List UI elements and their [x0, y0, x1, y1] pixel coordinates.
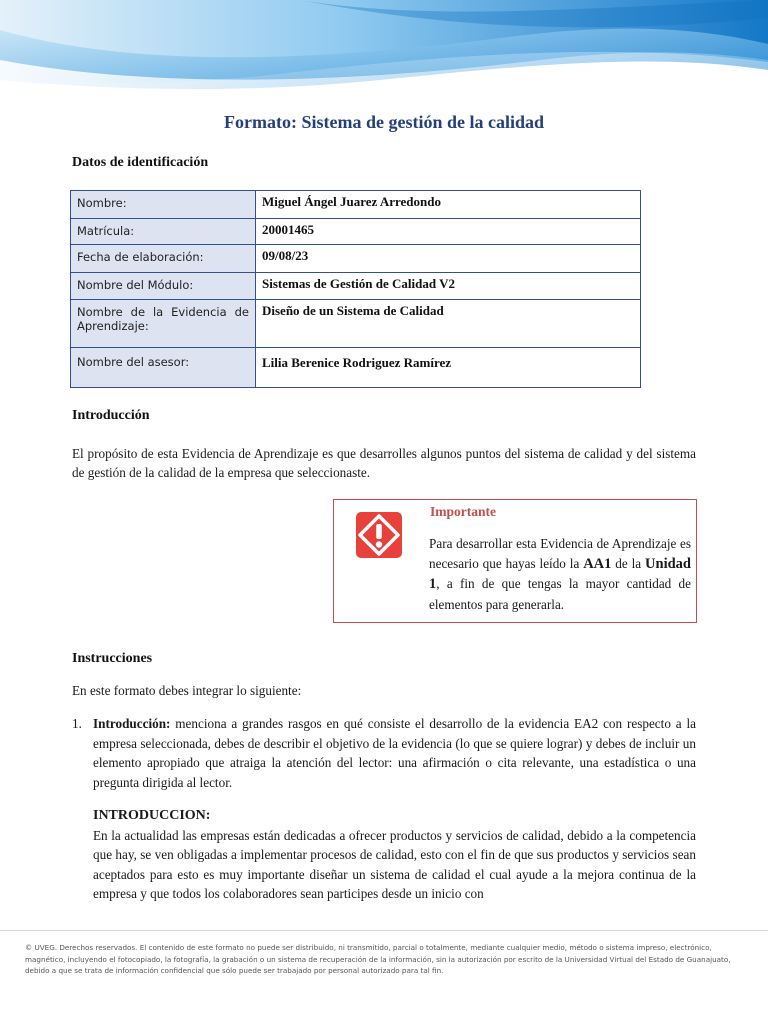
- warning-exclamation-icon: [354, 510, 404, 565]
- intro-heading: Introducción: [72, 408, 150, 423]
- list-body: [93, 714, 696, 792]
- instructions-lead: En este formato debes integrar lo siguiente:: [72, 683, 302, 698]
- student-intro: [93, 806, 696, 904]
- table-row: [71, 219, 641, 245]
- list-item-bold: Introducción:: [93, 716, 171, 731]
- important-text: [429, 534, 691, 614]
- student-intro-heading: INTRODUCCION:: [93, 808, 211, 823]
- important-text-part: Para desarrollar esta Evidencia de Aprendizaje es necesario que hayas leído la: [429, 536, 691, 571]
- table-row: [71, 273, 641, 300]
- table-row: [71, 191, 641, 219]
- row-label: Nombre:: [71, 191, 256, 219]
- list-item: [72, 714, 696, 792]
- row-value: Sistemas de Gestión de Calidad V2: [256, 273, 641, 300]
- document-title: Formato: Sistema de gestión de la calidad: [224, 112, 544, 132]
- important-text-part: de la: [611, 555, 646, 571]
- footer-copyright: © UVEG. Derechos reservados. El contenido de este formato no puede ser distribuido, ni transmitido, parcial o totalmente, mediante cualquier medio, método o sistema impreso, electrónico, magnético, incluyendo el fotocopiado, la fotografía, la grabación o un sistema de recuperación de la información, sin la autorización por escrito de la Universidad Virtual del Estado de Guanajuato, debido a que se trata de información confidencial que sólo puede ser trabajado por personal autorizado para tal fin.: [25, 943, 731, 975]
- list-item-text: menciona a grandes rasgos en qué consiste el desarrollo de la evidencia EA2 con respecto a la empresa seleccionada, debes de describir el objetivo de la evidencia (lo que se quiere lograr) y debes de incluir un elemento apropiado que atraiga la atención del lector: una afirmación o cita relevante, una estadística o una pregunta dirigida al lector.: [93, 716, 696, 790]
- list-number: 1.: [72, 716, 82, 731]
- important-text-part: , a fin de que tengas la mayor cantidad de elementos para generarla.: [429, 576, 691, 612]
- row-value: 20001465: [256, 219, 641, 245]
- important-bold-unidad: Unidad 1: [429, 555, 691, 592]
- row-value: Diseño de un Sistema de Calidad: [256, 300, 641, 348]
- row-value: Lilia Berenice Rodriguez Ramírez: [256, 348, 641, 388]
- important-bold-aa1: AA1: [583, 555, 612, 572]
- row-label: Fecha de elaboración:: [71, 245, 256, 273]
- identification-table: [70, 190, 641, 388]
- row-label: Nombre de la Evidencia de Aprendizaje:: [71, 300, 256, 348]
- important-callout: [333, 499, 697, 623]
- row-label: Matrícula:: [71, 219, 256, 245]
- row-value: 09/08/23: [256, 245, 641, 273]
- header-wave-graphic: [0, 0, 768, 100]
- id-section-heading: Datos de identificación: [72, 155, 209, 170]
- important-title: Importante: [430, 504, 496, 519]
- footer-divider: [0, 930, 768, 931]
- intro-paragraph: El propósito de esta Evidencia de Aprendizaje es que desarrolles algunos puntos del sistema de calidad y del sistema de gestión de la calidad de la empresa que seleccionaste.: [72, 446, 696, 480]
- row-value: Miguel Ángel Juarez Arredondo: [256, 191, 641, 219]
- instructions-heading: Instrucciones: [72, 651, 153, 666]
- header-banner: [0, 0, 768, 100]
- table-row: [71, 245, 641, 273]
- table-row: [71, 348, 641, 388]
- student-intro-text: En la actualidad las empresas están dedicadas a ofrecer productos y servicios de calidad, debido a la competencia que hay, se ven obligadas a implementar procesos de calidad, esto con el fin de que sus productos y servicios sean aceptados para esto es muy importante diseñar un sistema de calidad el cual ayude a la mejora continua de la empresa y que todos los colaboradores sean participes desde un inicio con: [93, 827, 696, 901]
- row-label: Nombre del Módulo:: [71, 273, 256, 300]
- row-label: Nombre del asesor:: [71, 348, 256, 388]
- table-row: [71, 300, 641, 348]
